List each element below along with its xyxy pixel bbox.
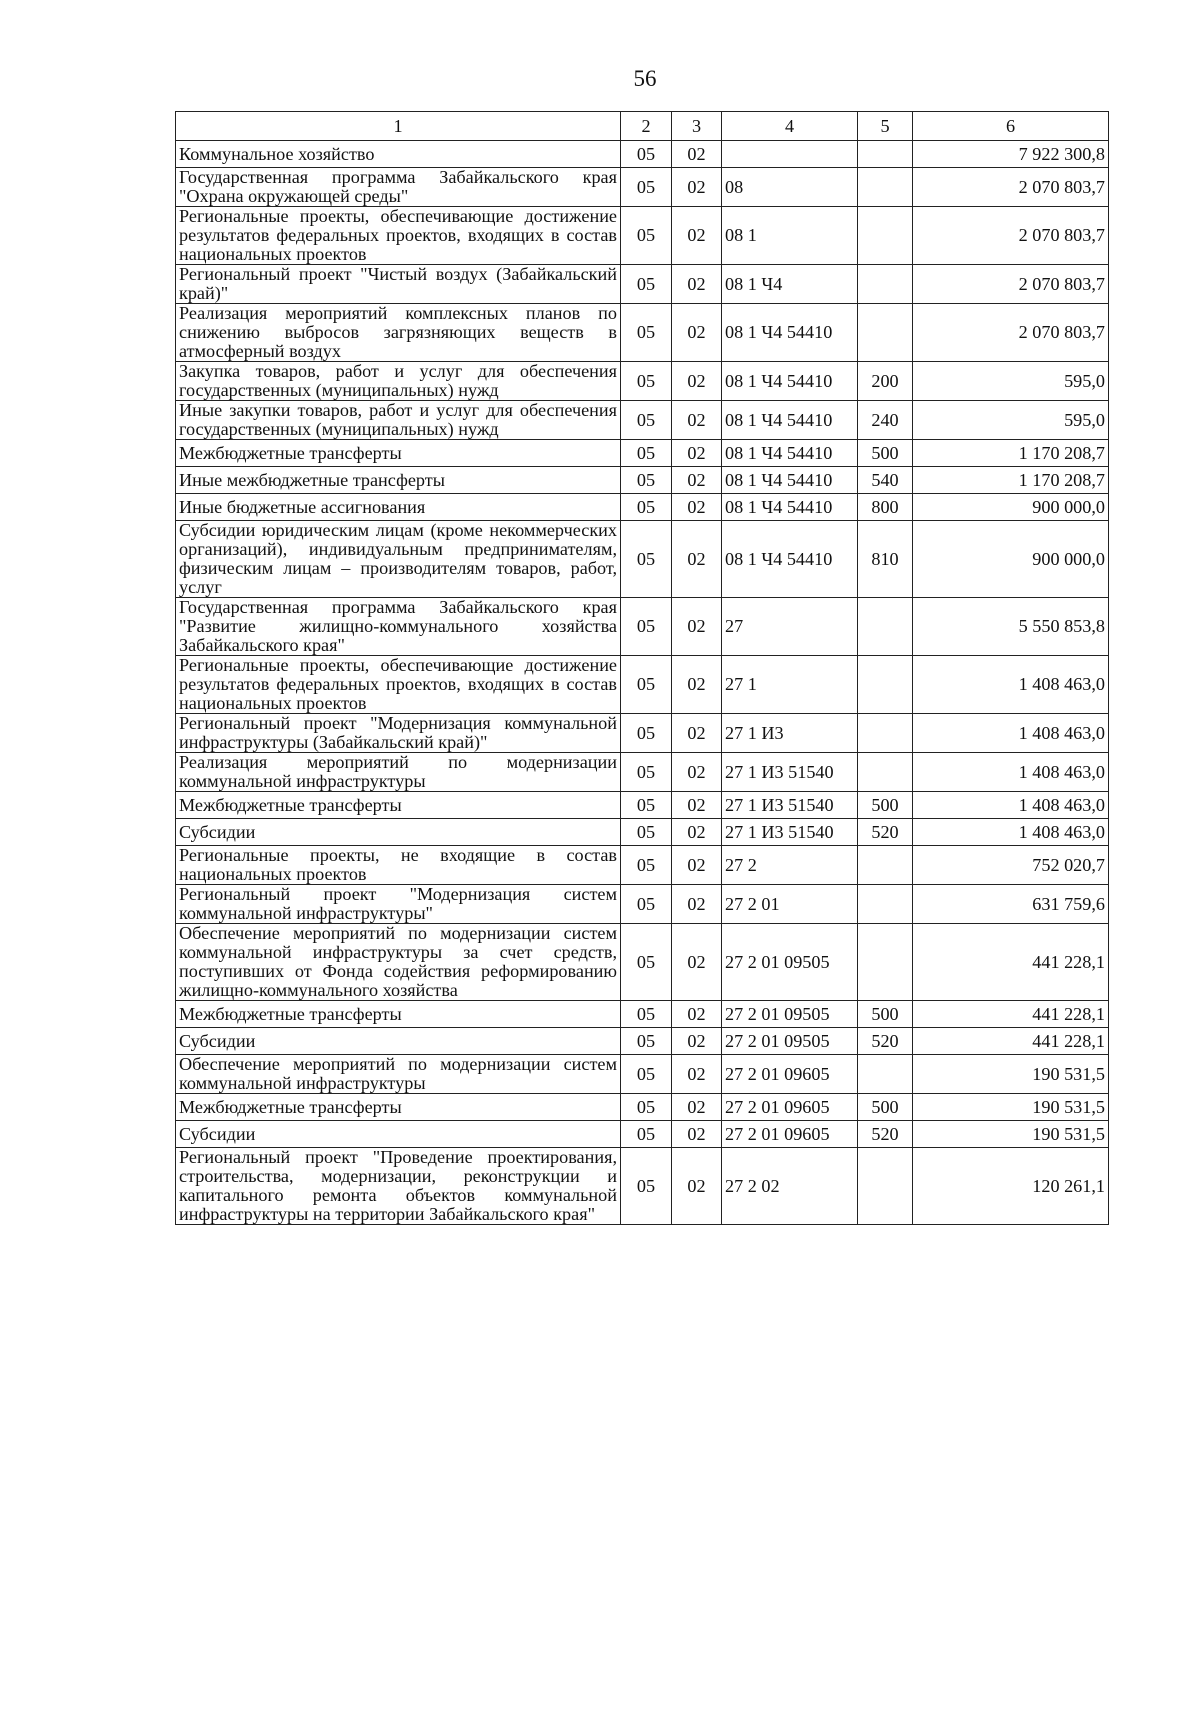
row-amount-cell: 1 408 463,0	[913, 819, 1109, 846]
row-amount-cell: 2 070 803,7	[913, 207, 1109, 265]
row-name-cell: Субсидии	[176, 1028, 621, 1055]
row-amount-cell: 5 550 853,8	[913, 598, 1109, 656]
page-number: 56	[633, 66, 657, 91]
row-target-article-cell: 08 1 Ч4	[722, 265, 858, 304]
row-target-article-cell: 27 2 02	[722, 1148, 858, 1225]
row-section-cell: 05	[621, 467, 672, 494]
row-subsection-cell: 02	[672, 1121, 722, 1148]
row-amount-cell: 1 408 463,0	[913, 656, 1109, 714]
row-amount-cell: 441 228,1	[913, 924, 1109, 1001]
table-row	[176, 265, 1109, 304]
table-row	[176, 141, 1109, 168]
table-row	[176, 207, 1109, 265]
row-section-cell: 05	[621, 1148, 672, 1225]
row-expense-type-cell	[858, 265, 913, 304]
row-target-article-cell: 08 1 Ч4 54410	[722, 440, 858, 467]
row-expense-type-cell	[858, 1148, 913, 1225]
row-amount-cell: 900 000,0	[913, 521, 1109, 598]
row-name-cell: Коммунальное хозяйство	[176, 141, 621, 168]
row-subsection-cell: 02	[672, 168, 722, 207]
table-row	[176, 1094, 1109, 1121]
row-target-article-cell: 08 1 Ч4 54410	[722, 494, 858, 521]
table-row	[176, 1028, 1109, 1055]
table-row	[176, 494, 1109, 521]
row-subsection-cell: 02	[672, 885, 722, 924]
table-row	[176, 440, 1109, 467]
row-expense-type-cell	[858, 885, 913, 924]
table-row	[176, 885, 1109, 924]
row-amount-cell: 900 000,0	[913, 494, 1109, 521]
row-section-cell: 05	[621, 714, 672, 753]
table-row	[176, 362, 1109, 401]
row-name-cell: Государственная программа Забайкальского края "Развитие жилищно-коммунального хозяйства Забайкальского края"	[176, 598, 621, 656]
table-row	[176, 1121, 1109, 1148]
row-name-cell: Реализация мероприятий по модернизации коммунальной инфраструктуры	[176, 753, 621, 792]
row-subsection-cell: 02	[672, 141, 722, 168]
row-name-cell: Иные межбюджетные трансферты	[176, 467, 621, 494]
row-name-cell: Межбюджетные трансферты	[176, 792, 621, 819]
table-row	[176, 924, 1109, 1001]
table-row	[176, 168, 1109, 207]
row-subsection-cell: 02	[672, 714, 722, 753]
row-name-cell: Региональные проекты, обеспечивающие достижение результатов федеральных проектов, входящих в состав национальных проектов	[176, 207, 621, 265]
row-section-cell: 05	[621, 792, 672, 819]
row-expense-type-cell: 800	[858, 494, 913, 521]
row-target-article-cell: 27 1	[722, 656, 858, 714]
row-subsection-cell: 02	[672, 1028, 722, 1055]
row-section-cell: 05	[621, 1028, 672, 1055]
column-header: 6	[913, 112, 1109, 141]
row-name-cell: Иные бюджетные ассигнования	[176, 494, 621, 521]
row-expense-type-cell	[858, 753, 913, 792]
row-amount-cell: 595,0	[913, 401, 1109, 440]
row-name-cell: Обеспечение мероприятий по модернизации систем коммунальной инфраструктуры за счет средств, поступивших от Фонда содействия реформированию жилищно-коммунального хозяйства	[176, 924, 621, 1001]
row-subsection-cell: 02	[672, 1094, 722, 1121]
row-section-cell: 05	[621, 819, 672, 846]
row-expense-type-cell: 200	[858, 362, 913, 401]
row-subsection-cell: 02	[672, 924, 722, 1001]
row-expense-type-cell	[858, 714, 913, 753]
row-subsection-cell: 02	[672, 753, 722, 792]
row-amount-cell: 441 228,1	[913, 1028, 1109, 1055]
table-row	[176, 598, 1109, 656]
row-target-article-cell: 27 2 01 09505	[722, 1001, 858, 1028]
row-expense-type-cell	[858, 656, 913, 714]
row-section-cell: 05	[621, 1001, 672, 1028]
row-name-cell: Региональный проект "Модернизация систем коммунальной инфраструктуры"	[176, 885, 621, 924]
row-amount-cell: 2 070 803,7	[913, 304, 1109, 362]
row-subsection-cell: 02	[672, 494, 722, 521]
row-expense-type-cell	[858, 168, 913, 207]
row-name-cell: Региональный проект "Чистый воздух (Забайкальский край)"	[176, 265, 621, 304]
row-name-cell: Закупка товаров, работ и услуг для обеспечения государственных (муниципальных) нужд	[176, 362, 621, 401]
row-expense-type-cell	[858, 846, 913, 885]
row-name-cell: Межбюджетные трансферты	[176, 1001, 621, 1028]
row-amount-cell: 190 531,5	[913, 1094, 1109, 1121]
row-amount-cell: 752 020,7	[913, 846, 1109, 885]
row-section-cell: 05	[621, 168, 672, 207]
row-expense-type-cell: 500	[858, 792, 913, 819]
row-name-cell: Субсидии	[176, 1121, 621, 1148]
row-section-cell: 05	[621, 1094, 672, 1121]
table-row	[176, 304, 1109, 362]
row-name-cell: Государственная программа Забайкальского края "Охрана окружающей среды"	[176, 168, 621, 207]
table-row	[176, 846, 1109, 885]
row-name-cell: Межбюджетные трансферты	[176, 1094, 621, 1121]
row-name-cell: Иные закупки товаров, работ и услуг для обеспечения государственных (муниципальных) нужд	[176, 401, 621, 440]
row-section-cell: 05	[621, 656, 672, 714]
row-expense-type-cell: 500	[858, 1001, 913, 1028]
row-amount-cell: 2 070 803,7	[913, 265, 1109, 304]
row-target-article-cell: 08 1 Ч4 54410	[722, 467, 858, 494]
row-amount-cell: 2 070 803,7	[913, 168, 1109, 207]
row-section-cell: 05	[621, 1121, 672, 1148]
row-section-cell: 05	[621, 494, 672, 521]
row-section-cell: 05	[621, 521, 672, 598]
row-subsection-cell: 02	[672, 304, 722, 362]
row-subsection-cell: 02	[672, 1001, 722, 1028]
row-name-cell: Региональные проекты, не входящие в состав национальных проектов	[176, 846, 621, 885]
row-section-cell: 05	[621, 401, 672, 440]
row-subsection-cell: 02	[672, 265, 722, 304]
row-expense-type-cell: 810	[858, 521, 913, 598]
row-target-article-cell: 08 1 Ч4 54410	[722, 521, 858, 598]
row-target-article-cell: 27 1 И3 51540	[722, 792, 858, 819]
row-expense-type-cell: 520	[858, 1028, 913, 1055]
row-amount-cell: 1 408 463,0	[913, 792, 1109, 819]
row-target-article-cell: 08	[722, 168, 858, 207]
budget-table	[175, 111, 1109, 1225]
table-row	[176, 792, 1109, 819]
row-name-cell: Реализация мероприятий комплексных планов по снижению выбросов загрязняющих веществ в атмосферный воздух	[176, 304, 621, 362]
row-amount-cell: 7 922 300,8	[913, 141, 1109, 168]
row-amount-cell: 1 408 463,0	[913, 714, 1109, 753]
table-row	[176, 1001, 1109, 1028]
column-header: 2	[621, 112, 672, 141]
column-header: 5	[858, 112, 913, 141]
row-target-article-cell: 27 1 И3 51540	[722, 819, 858, 846]
row-amount-cell: 190 531,5	[913, 1055, 1109, 1094]
row-section-cell: 05	[621, 598, 672, 656]
row-subsection-cell: 02	[672, 598, 722, 656]
row-subsection-cell: 02	[672, 521, 722, 598]
table-row	[176, 819, 1109, 846]
row-name-cell: Субсидии юридическим лицам (кроме некоммерческих организаций), индивидуальным предпринимателям, физическим лицам – производителям товаров, работ, услуг	[176, 521, 621, 598]
row-name-cell: Межбюджетные трансферты	[176, 440, 621, 467]
row-target-article-cell: 27 2 01 09605	[722, 1121, 858, 1148]
row-expense-type-cell	[858, 598, 913, 656]
row-expense-type-cell	[858, 207, 913, 265]
table-row	[176, 714, 1109, 753]
column-header: 1	[176, 112, 621, 141]
row-expense-type-cell: 500	[858, 1094, 913, 1121]
row-target-article-cell: 08 1 Ч4 54410	[722, 362, 858, 401]
row-expense-type-cell: 240	[858, 401, 913, 440]
row-section-cell: 05	[621, 440, 672, 467]
row-subsection-cell: 02	[672, 846, 722, 885]
row-subsection-cell: 02	[672, 656, 722, 714]
table-row	[176, 521, 1109, 598]
row-expense-type-cell: 540	[858, 467, 913, 494]
table-row	[176, 401, 1109, 440]
table-row	[176, 656, 1109, 714]
table-row	[176, 467, 1109, 494]
row-expense-type-cell	[858, 1055, 913, 1094]
row-name-cell: Региональные проекты, обеспечивающие достижение результатов федеральных проектов, входящих в состав национальных проектов	[176, 656, 621, 714]
row-target-article-cell: 27 1 И3	[722, 714, 858, 753]
row-name-cell: Региональный проект "Модернизация коммунальной инфраструктуры (Забайкальский край)"	[176, 714, 621, 753]
row-target-article-cell: 08 1 Ч4 54410	[722, 401, 858, 440]
row-subsection-cell: 02	[672, 362, 722, 401]
row-target-article-cell: 08 1 Ч4 54410	[722, 304, 858, 362]
row-amount-cell: 120 261,1	[913, 1148, 1109, 1225]
row-target-article-cell: 27 2 01 09605	[722, 1055, 858, 1094]
row-subsection-cell: 02	[672, 207, 722, 265]
row-subsection-cell: 02	[672, 467, 722, 494]
column-header: 3	[672, 112, 722, 141]
row-target-article-cell: 08 1	[722, 207, 858, 265]
row-section-cell: 05	[621, 265, 672, 304]
row-subsection-cell: 02	[672, 1055, 722, 1094]
row-amount-cell: 1 170 208,7	[913, 467, 1109, 494]
row-target-article-cell: 27	[722, 598, 858, 656]
row-amount-cell: 1 408 463,0	[913, 753, 1109, 792]
row-section-cell: 05	[621, 362, 672, 401]
table-header-row	[176, 112, 1109, 141]
row-subsection-cell: 02	[672, 1148, 722, 1225]
row-section-cell: 05	[621, 924, 672, 1001]
row-subsection-cell: 02	[672, 819, 722, 846]
row-amount-cell: 595,0	[913, 362, 1109, 401]
row-section-cell: 05	[621, 207, 672, 265]
table-body	[176, 141, 1109, 1225]
row-subsection-cell: 02	[672, 440, 722, 467]
row-subsection-cell: 02	[672, 792, 722, 819]
column-header: 4	[722, 112, 858, 141]
row-section-cell: 05	[621, 753, 672, 792]
row-target-article-cell: 27 1 И3 51540	[722, 753, 858, 792]
row-section-cell: 05	[621, 1055, 672, 1094]
row-subsection-cell: 02	[672, 401, 722, 440]
row-target-article-cell: 27 2	[722, 846, 858, 885]
row-expense-type-cell	[858, 304, 913, 362]
row-target-article-cell: 27 2 01 09505	[722, 924, 858, 1001]
row-target-article-cell: 27 2 01 09505	[722, 1028, 858, 1055]
row-amount-cell: 1 170 208,7	[913, 440, 1109, 467]
row-section-cell: 05	[621, 846, 672, 885]
row-name-cell: Обеспечение мероприятий по модернизации систем коммунальной инфраструктуры	[176, 1055, 621, 1094]
row-section-cell: 05	[621, 304, 672, 362]
row-expense-type-cell: 520	[858, 1121, 913, 1148]
table-row	[176, 753, 1109, 792]
row-name-cell: Региональный проект "Проведение проектирования, строительства, модернизации, реконструкции и капитального ремонта объектов коммунальной инфраструктуры на территории Забайкальского края"	[176, 1148, 621, 1225]
row-amount-cell: 190 531,5	[913, 1121, 1109, 1148]
table-row	[176, 1148, 1109, 1225]
row-target-article-cell: 27 2 01	[722, 885, 858, 924]
row-target-article-cell: 27 2 01 09605	[722, 1094, 858, 1121]
row-expense-type-cell	[858, 924, 913, 1001]
row-amount-cell: 631 759,6	[913, 885, 1109, 924]
row-expense-type-cell	[858, 141, 913, 168]
row-amount-cell: 441 228,1	[913, 1001, 1109, 1028]
row-section-cell: 05	[621, 141, 672, 168]
table-row	[176, 1055, 1109, 1094]
row-target-article-cell	[722, 141, 858, 168]
row-name-cell: Субсидии	[176, 819, 621, 846]
row-expense-type-cell: 520	[858, 819, 913, 846]
row-section-cell: 05	[621, 885, 672, 924]
row-expense-type-cell: 500	[858, 440, 913, 467]
